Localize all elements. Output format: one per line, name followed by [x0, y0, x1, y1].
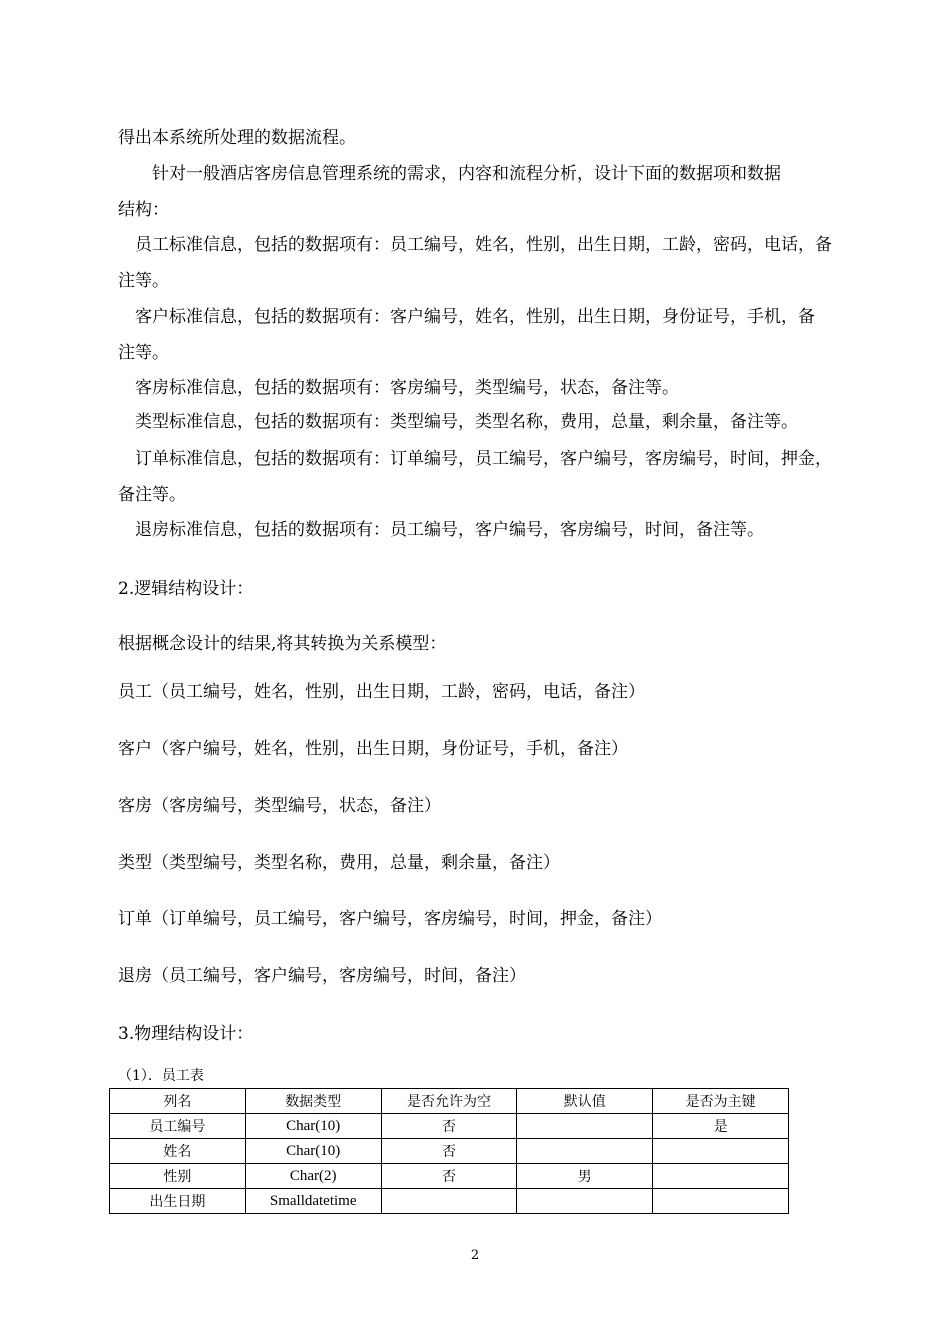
- relation-line: 退房（员工编号，客户编号，客房编号，时间，备注）: [118, 966, 526, 986]
- paragraph-line: 客户标准信息，包括的数据项有：客户编号，姓名，性别，出生日期，身份证号，手机，备: [118, 307, 815, 327]
- table-row: [110, 1114, 789, 1139]
- table-cell: [653, 1139, 789, 1164]
- paragraph-line: 员工标准信息，包括的数据项有：员工编号，姓名，性别，出生日期，工龄，密码，电话，备: [118, 235, 832, 255]
- table-cell: 否: [381, 1164, 517, 1189]
- table-header-row: [110, 1089, 789, 1114]
- table-cell: [653, 1164, 789, 1189]
- table-cell: Smalldatetime: [245, 1189, 381, 1214]
- section-intro: 根据概念设计的结果,将其转换为关系模型：: [118, 634, 447, 654]
- table-cell: 员工编号: [110, 1114, 246, 1139]
- table-cell: 出生日期: [110, 1189, 246, 1214]
- section-heading-physical: 3.物理结构设计：: [118, 1024, 254, 1044]
- paragraph-line: 订单标准信息，包括的数据项有：订单编号，员工编号，客户编号，客房编号，时间，押金，: [118, 449, 832, 469]
- relation-line: 类型（类型编号，类型名称，费用，总量，剩余量，备注）: [118, 853, 560, 873]
- relation-line: 客房（客房编号，类型编号，状态，备注）: [118, 796, 441, 816]
- table-cell: 否: [381, 1114, 517, 1139]
- table-cell: 否: [381, 1139, 517, 1164]
- paragraph-line: 客房标准信息，包括的数据项有：客房编号，类型编号，状态，备注等。: [118, 378, 679, 398]
- table-row: [110, 1139, 789, 1164]
- column-header: 列名: [110, 1089, 246, 1114]
- table-cell: Char(10): [245, 1114, 381, 1139]
- table-cell: Char(10): [245, 1139, 381, 1164]
- employee-table: [109, 1088, 789, 1214]
- page-number: 2: [470, 1248, 480, 1263]
- paragraph-line: 针对一般酒店客房信息管理系统的需求，内容和流程分析，设计下面的数据项和数据: [118, 164, 781, 184]
- table-cell: [381, 1189, 517, 1214]
- paragraph-line: 类型标准信息，包括的数据项有：类型编号，类型名称，费用，总量，剩余量，备注等。: [118, 412, 798, 432]
- table-cell: [517, 1139, 653, 1164]
- table-cell: 男: [517, 1164, 653, 1189]
- column-header: 默认值: [517, 1089, 653, 1114]
- section-heading-logical: 2.逻辑结构设计：: [118, 579, 254, 599]
- column-header: 数据类型: [245, 1089, 381, 1114]
- table-cell: 性别: [110, 1164, 246, 1189]
- table-title: （1）．员工表: [118, 1068, 204, 1084]
- table-cell: 是: [653, 1114, 789, 1139]
- paragraph-line: 结构：: [118, 200, 169, 220]
- paragraph-line: 退房标准信息，包括的数据项有：员工编号，客户编号，客房编号，时间，备注等。: [118, 520, 764, 540]
- column-header: 是否允许为空: [381, 1089, 517, 1114]
- paragraph-line: 注等。: [118, 271, 169, 291]
- relation-line: 订单（订单编号，员工编号，客户编号，客房编号，时间，押金，备注）: [118, 909, 662, 929]
- column-header: 是否为主键: [653, 1089, 789, 1114]
- paragraph-line: 备注等。: [118, 485, 186, 505]
- table-cell: Char(2): [245, 1164, 381, 1189]
- table-cell: [517, 1189, 653, 1214]
- table-cell: 姓名: [110, 1139, 246, 1164]
- table-row: [110, 1164, 789, 1189]
- relation-line: 员工（员工编号，姓名，性别，出生日期，工龄，密码，电话，备注）: [118, 682, 645, 702]
- table-row: [110, 1189, 789, 1214]
- paragraph-line: 注等。: [118, 343, 169, 363]
- paragraph-line: 得出本系统所处理的数据流程。: [118, 128, 356, 148]
- relation-line: 客户（客户编号，姓名，性别，出生日期，身份证号，手机，备注）: [118, 739, 628, 759]
- table-cell: [653, 1189, 789, 1214]
- table-cell: [517, 1114, 653, 1139]
